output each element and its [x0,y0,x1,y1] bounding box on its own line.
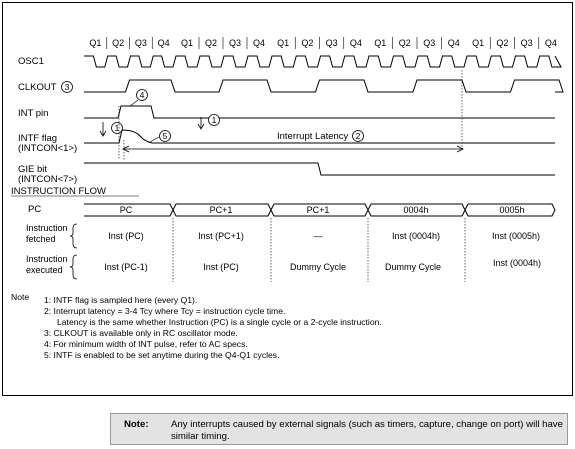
pc-value-5: 0005h [499,205,525,215]
clkout-label: CLKOUT [18,82,57,93]
gie-bit-label: GIE bit [18,164,48,175]
fetched-brace [70,224,77,248]
quarter-label: Q4 [252,38,266,48]
callout-2-number: 2 [355,131,361,141]
quarter-label: Q3 [228,38,242,48]
pc-value-1: PC [119,205,133,215]
note-2-continued: Latency is the same whether Instruction (PC) is a single cycle or a 2-cycle instruction. [57,317,382,327]
quarter-label: Q4 [447,38,460,48]
note-box-label: Note: [124,419,149,430]
quarter-label: Q1 [472,38,485,48]
executed-label-line2: executed [26,265,63,275]
instruction-flow-heading: INSTRUCTION FLOW [11,186,106,197]
note-2: 2: Interrupt latency = 3-4 Tcy where Tcy = instruction cycle time. [44,306,286,316]
fetched-label-line2: fetched [26,234,56,244]
gie-bit-waveform [84,163,555,175]
fetched-value-1: Inst (PC) [108,231,144,241]
clkout-waveform [84,80,563,92]
pc-row-label: PC [28,204,42,215]
quarter-label: Q3 [325,38,338,48]
quarter-label: Q2 [112,38,125,48]
executed-value-1: Inst (PC-1) [104,262,148,272]
quarter-label: Q2 [301,38,314,48]
quarter-label: Q1 [277,38,290,48]
fetched-value-5: Inst (0005h) [491,231,541,241]
notes-heading: Note [11,292,30,302]
similar-timing-note [110,413,568,445]
intf-register-label: (INTCON<1>) [18,143,78,154]
quarter-labels [89,38,557,48]
quarter-label: Q3 [423,38,436,48]
fetched-value-2: Inst (PC+1) [198,231,244,241]
note-1: 1: INTF flag is sampled here (every Q1). [44,295,198,305]
pc-value-2: PC+1 [209,205,233,215]
fetched-value-4: Inst (0004h) [391,231,441,241]
fetched-label-line1: Instruction [26,223,68,233]
gie-register-label: (INTCON<7>) [18,174,78,185]
quarter-label: Q3 [520,38,533,48]
quarter-label: Q4 [544,38,557,48]
executed-value-5: Inst (0004h) [492,258,542,268]
executed-value-2: Inst (PC) [203,262,239,272]
osc1-label: OSC1 [18,56,44,67]
note-box-text: Any interrupts caused by external signals (such as timers, capture, change on port) will have similar timing. [171,419,563,442]
pc-value-3: PC+1 [306,205,330,215]
fetched-value-3: — [313,231,323,241]
executed-value-4: Dummy Cycle [384,262,442,272]
osc1-waveform [84,56,561,67]
instruction-row-separators [173,218,465,282]
note-3: 3: CLKOUT is available only in RC oscillator mode. [44,328,238,338]
intf-flag-label: INTF flag [18,133,58,144]
quarter-label: Q1 [180,38,194,48]
quarter-label: Q1 [374,38,387,48]
pc-value-4: 0004h [403,205,429,215]
interrupt-latency-label: Interrupt Latency [277,131,349,142]
quarter-label: Q2 [204,38,218,48]
note-5: 5: INTF is enabled to be set anytime during the Q4-Q1 cycles. [44,350,280,360]
executed-value-3: Dummy Cycle [289,262,347,272]
quarter-label: Q4 [157,38,170,48]
executed-label-line1: Instruction [26,254,68,264]
callout-1b-number: 1 [211,115,217,125]
note-4: 4: For minimum width of INT pulse, refer to AC specs. [44,339,248,349]
quarter-label: Q3 [134,38,147,48]
clkout-callout-number: 3 [64,82,70,92]
quarter-label: Q1 [89,38,102,48]
int-pin-waveform [84,106,555,118]
callout-4-leader [130,100,138,106]
quarter-label: Q2 [398,38,411,48]
executed-brace [70,255,77,279]
callout-4-number: 4 [139,90,145,100]
int-pin-label: INT pin [18,108,49,119]
quarter-label: Q2 [496,38,509,48]
callout-5-number: 5 [162,131,168,141]
quarter-label: Q4 [349,38,362,48]
callout-1-number: 1 [114,123,120,133]
callout-5-leader [150,137,159,142]
